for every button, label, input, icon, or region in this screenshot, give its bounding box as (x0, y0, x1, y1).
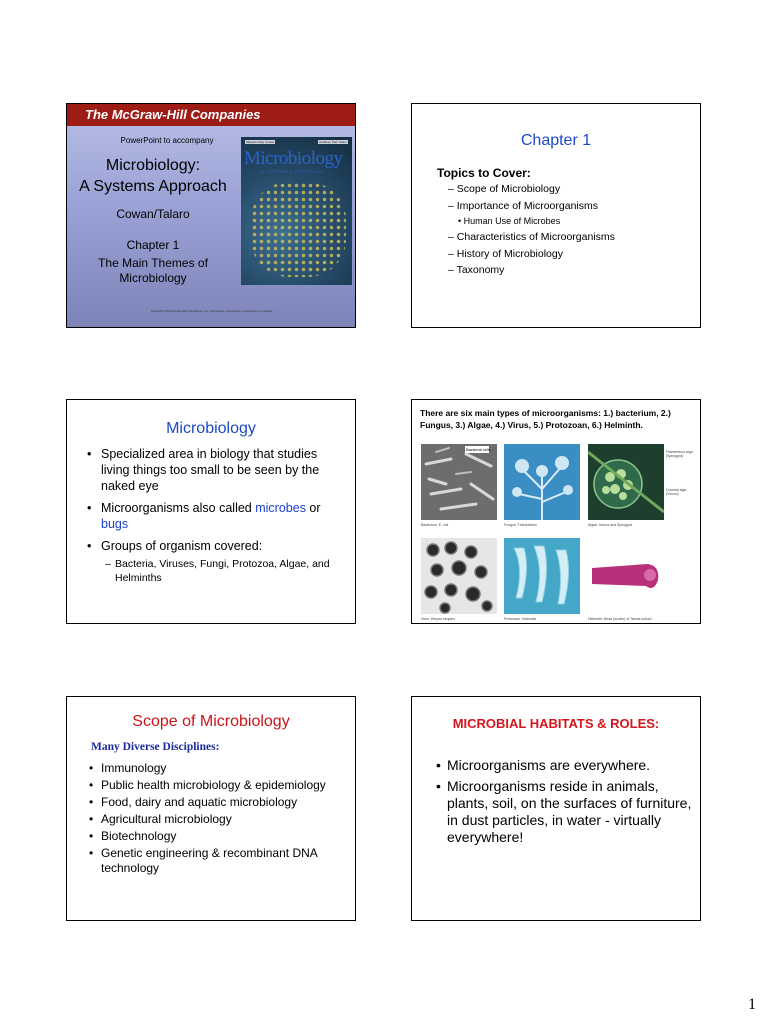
cover-author-right: Kathleen Park Talaro (319, 140, 347, 144)
slide-subheading: Many Diverse Disciplines: (91, 741, 220, 753)
slide-heading: Scope of Microbiology (132, 713, 290, 730)
slide-heading: MICROBIAL HABITATS & ROLES: (452, 716, 660, 731)
slide-heading: Microbiology (166, 420, 256, 437)
list-item: • Microorganisms are everywhere. (436, 757, 696, 774)
topic-item: – Importance of Microorganisms (448, 199, 598, 212)
list-item: • Public health microbiology & epidemiology (89, 778, 349, 793)
topics-heading: Topics to Cover: (437, 166, 531, 180)
algae-label-filamentous: Filamentous alga (Spirogyra) (666, 450, 693, 458)
fungus-image (504, 444, 580, 520)
algae-label-colonial: Colonial alga (Volvox) (666, 488, 687, 496)
topic-item: – Characteristics of Microorganisms (448, 231, 615, 243)
bullet-item: • Specialized area in biology that studies living things too small to be seen by the naked eye (87, 446, 342, 494)
caption-algae: Algae: Volvox and Spirogyra (588, 523, 632, 527)
sub-bullet-item: – Bacteria, Viruses, Fungi, Protozoa, Algae, and Helminths (105, 558, 330, 584)
list-item: • Microorganisms reside in animals, plants, soil, on the surfaces of furniture, in dust particles, in water - virtually everywhere! (436, 778, 696, 846)
caption-helminth: Helminth: Head (scolex) of Taenia solium (588, 617, 652, 621)
list-item: • Genetic engineering & recombinant DNA technology (89, 846, 349, 876)
caption-protozoan: Protozoan: Vorticella (504, 617, 537, 621)
publisher-logo-text: The McGraw-Hill Companies (85, 107, 261, 122)
topic-item: – History of Microbiology (448, 247, 563, 260)
algae-image (588, 444, 664, 520)
cover-authors (245, 140, 348, 144)
topics-list (448, 181, 615, 279)
virus-image (421, 538, 497, 614)
protozoan-image (504, 538, 580, 614)
highlight-microbes: microbes (255, 501, 306, 515)
bullet-item: • Groups of organism covered: (87, 538, 342, 554)
authors: Cowan/Talaro (116, 207, 190, 221)
powerpoint-caption: PowerPoint to accompany (120, 136, 214, 145)
cover-microbe-illustration (251, 182, 346, 277)
highlight-bugs: bugs (101, 517, 129, 531)
slide-heading: There are six main types of microorganisms: 1.) bacterium, 2.) Fungus, 3.) Algae, 4.) Virus, 5.) Protozoan, 6.) Helminth. (420, 408, 671, 430)
caption-bacterium: Bacterium: E. coli (421, 523, 449, 527)
topic-item: – Taxonomy (448, 264, 505, 276)
list-item: • Food, dairy and aquatic microbiology (89, 795, 349, 810)
bacterium-image (421, 444, 497, 520)
cover-author-left: Marjorie Kelly Cowan (246, 140, 275, 144)
chapter-theme-line2: Microbiology (119, 271, 187, 285)
slide-habitats (411, 696, 701, 921)
caption-fungus: Fungus: Thamnidium (504, 523, 537, 527)
bullet-list (87, 446, 342, 585)
slide-heading: Chapter 1 (520, 132, 592, 149)
slide-microbiology (66, 399, 356, 624)
slide-microorganism-types (411, 399, 701, 624)
book-title-line2: A Systems Approach (79, 178, 227, 195)
book-cover-image (241, 137, 352, 285)
list-item: • Immunology (89, 761, 349, 776)
chapter-label: Chapter 1 (126, 238, 180, 252)
helminth-image (588, 538, 664, 614)
page-number: 1 (748, 996, 756, 1013)
habitat-list (436, 757, 696, 850)
svg-text:Bacterial cells: Bacterial cells (466, 447, 491, 452)
slide-scope (66, 696, 356, 921)
cover-subtitle: A SYSTEMS APPROACH (261, 169, 326, 174)
cover-title: Microbiology (244, 148, 343, 169)
topic-subitem: • Human Use of Microbes (458, 216, 561, 226)
caption-virus: Virus: Herpes simplex (421, 617, 455, 621)
list-item: • Agricultural microbiology (89, 812, 349, 827)
chapter-theme (85, 256, 221, 286)
book-title-line1: Microbiology: (105, 157, 201, 174)
bullet-item: • Microorganisms also called microbes or bugs (87, 500, 342, 532)
slide-title (66, 103, 356, 328)
slide-chapter-topics (411, 103, 701, 328)
list-item: • Biotechnology (89, 829, 349, 844)
book-title (67, 155, 239, 197)
publisher-banner (67, 104, 355, 126)
topic-item: – Scope of Microbiology (448, 183, 561, 195)
discipline-list (89, 761, 349, 878)
chapter-theme-line1: The Main Themes of (98, 256, 208, 270)
copyright-notice: Copyright The McGraw-Hill Companies, Inc. Permission required for reproduction or display. (150, 309, 274, 313)
